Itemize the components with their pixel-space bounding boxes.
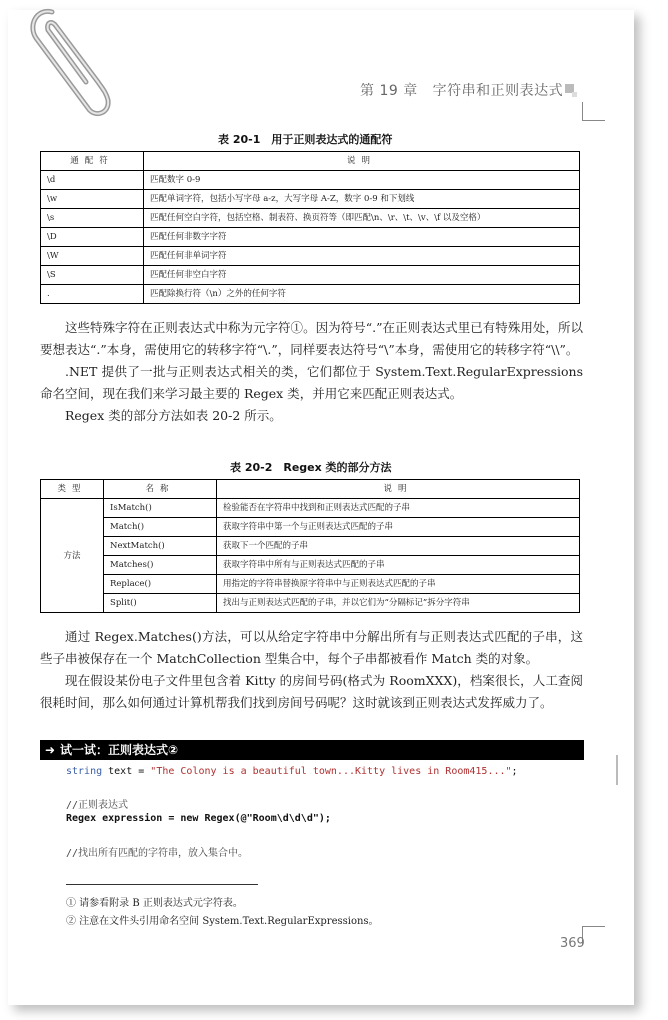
table-row bbox=[41, 499, 580, 518]
paperclip-icon bbox=[22, 4, 112, 120]
body-text-1 bbox=[40, 317, 583, 427]
table-cell: \D bbox=[41, 228, 144, 247]
paragraph: Regex 类的部分方法如表 20-2 所示。 bbox=[65, 408, 282, 423]
code-line bbox=[66, 766, 518, 777]
paragraph: 通过 Regex.Matches()方法，可以从给定字符串中分解出所有与正则表达式匹配的子串，这些子串被保存在一个 MatchCollection 型集合中，每个子串都被看作 Match 类的对象。 bbox=[40, 629, 583, 666]
code-comment: //正则表达式 bbox=[66, 800, 129, 811]
chapter-number: 第 19 章 bbox=[360, 83, 418, 99]
chapter-title: 字符串和正则表达式 bbox=[432, 83, 564, 99]
regex-methods-table bbox=[40, 479, 580, 613]
corner-mark-top bbox=[582, 102, 605, 121]
paragraph: 这些特殊字符在正则表达式中称为元字符①。因为符号“.”在正则表达式里已有特殊用处，所以要想表达“.”本身，需使用它的转移字符“\.”，同样要表达符号“\”本身，需使用它的转移字符“\\”。 bbox=[40, 320, 583, 357]
code-text: text = bbox=[102, 766, 151, 777]
table1-caption: 表 20-1 用于正则表达式的通配符 bbox=[218, 133, 393, 146]
table-cell: \d bbox=[41, 171, 144, 190]
table-cell: \s bbox=[41, 209, 144, 228]
header-decoration-small bbox=[572, 92, 577, 97]
chapter-header bbox=[360, 80, 563, 100]
table-cell: \w bbox=[41, 190, 144, 209]
table-cell: Matches() bbox=[104, 556, 217, 575]
table1-header-wildcard: 通配符 bbox=[41, 152, 144, 171]
table-row bbox=[41, 594, 580, 613]
try-it-banner bbox=[40, 740, 584, 760]
type-cell: 方法 bbox=[41, 499, 104, 613]
table-cell: 获取字符串中所有与正则表达式匹配的子串 bbox=[217, 556, 580, 575]
table2-header-type: 类型 bbox=[41, 480, 104, 499]
table-row bbox=[41, 285, 580, 304]
code-comment: //找出所有匹配的字符串，放入集合中。 bbox=[66, 848, 249, 859]
paragraph: .NET 提供了一批与正则表达式相关的类，它们都位于 System.Text.RegularExpressions 命名空间，现在我们来学习最主要的 Regex 类，并用它来匹配正则表达式。 bbox=[40, 364, 583, 401]
table-cell: Replace() bbox=[104, 575, 217, 594]
table-row bbox=[41, 171, 580, 190]
table2-header-description: 说明 bbox=[217, 480, 580, 499]
code-text: ; bbox=[511, 766, 518, 777]
table-cell: 获取下一个匹配的子串 bbox=[217, 537, 580, 556]
table-cell: Split() bbox=[104, 594, 217, 613]
paragraph: 现在假设某份电子文件里包含着 Kitty 的房间号码(格式为 RoomXXX)，档案很长，人工查阅很耗时间，那么如何通过计算机帮我们找到房间号码呢？这时就该到正则表达式发挥威力了。 bbox=[40, 673, 583, 710]
table-cell: . bbox=[41, 285, 144, 304]
table-row bbox=[41, 556, 580, 575]
try-it-title: 试一试：正则表达式② bbox=[60, 743, 179, 757]
footnote: ② 注意在文件头引用命名空间 System.Text.RegularExpressions。 bbox=[66, 916, 379, 927]
arrow-right-icon: ➜ bbox=[44, 743, 56, 757]
table-cell: 匹配任何非数字字符 bbox=[144, 228, 580, 247]
table2-caption: 表 20-2 Regex 类的部分方法 bbox=[230, 461, 392, 474]
table-cell: \W bbox=[41, 247, 144, 266]
table-cell: 找出与正则表达式匹配的子串，并以它们为“分隔标记”拆分字符串 bbox=[217, 594, 580, 613]
table-row bbox=[41, 247, 580, 266]
table-row bbox=[41, 518, 580, 537]
table-cell: IsMatch() bbox=[104, 499, 217, 518]
table-cell: Match() bbox=[104, 518, 217, 537]
table-cell: 匹配除换行符（\n）之外的任何字符 bbox=[144, 285, 580, 304]
code-line: Regex expression = new Regex(@"Room\d\d\d"); bbox=[66, 813, 331, 824]
table1-header-description: 说明 bbox=[144, 152, 580, 171]
table-row bbox=[41, 209, 580, 228]
code-string: "The Colony is a beautiful town...Kitty lives in Room415..." bbox=[150, 766, 512, 777]
corner-mark-bottom bbox=[582, 926, 605, 945]
table-cell: 获取字符串中第一个与正则表达式匹配的子串 bbox=[217, 518, 580, 537]
table-cell: \S bbox=[41, 266, 144, 285]
code-keyword: string bbox=[66, 766, 103, 777]
table-row bbox=[41, 228, 580, 247]
wildcard-table bbox=[40, 151, 580, 304]
body-text-2 bbox=[40, 626, 583, 714]
table-cell: NextMatch() bbox=[104, 537, 217, 556]
table-cell: 用指定的字符串替换原字符串中与正则表达式匹配的子串 bbox=[217, 575, 580, 594]
table-row bbox=[41, 190, 580, 209]
table-cell: 匹配任何非空白字符 bbox=[144, 266, 580, 285]
table-row bbox=[41, 575, 580, 594]
table-cell: 匹配任何空白字符，包括空格、制表符、换页符等（即匹配\n、\r、\t、\v、\f 以及空格） bbox=[144, 209, 580, 228]
table-cell: 检验能否在字符串中找到和正则表达式匹配的子串 bbox=[217, 499, 580, 518]
footnote-divider bbox=[66, 884, 258, 885]
footnote: ① 请参看附录 B 正则表达式元字符表。 bbox=[66, 898, 243, 909]
table-cell: 匹配任何非单词字符 bbox=[144, 247, 580, 266]
margin-bar bbox=[616, 755, 618, 785]
table-cell: 匹配单词字符，包括小写字母 a-z，大写字母 A-Z，数字 0-9 和下划线 bbox=[144, 190, 580, 209]
table-row bbox=[41, 537, 580, 556]
page-number: 369 bbox=[560, 936, 585, 951]
table-cell: 匹配数字 0-9 bbox=[144, 171, 580, 190]
table-row bbox=[41, 266, 580, 285]
table2-header-name: 名称 bbox=[104, 480, 217, 499]
